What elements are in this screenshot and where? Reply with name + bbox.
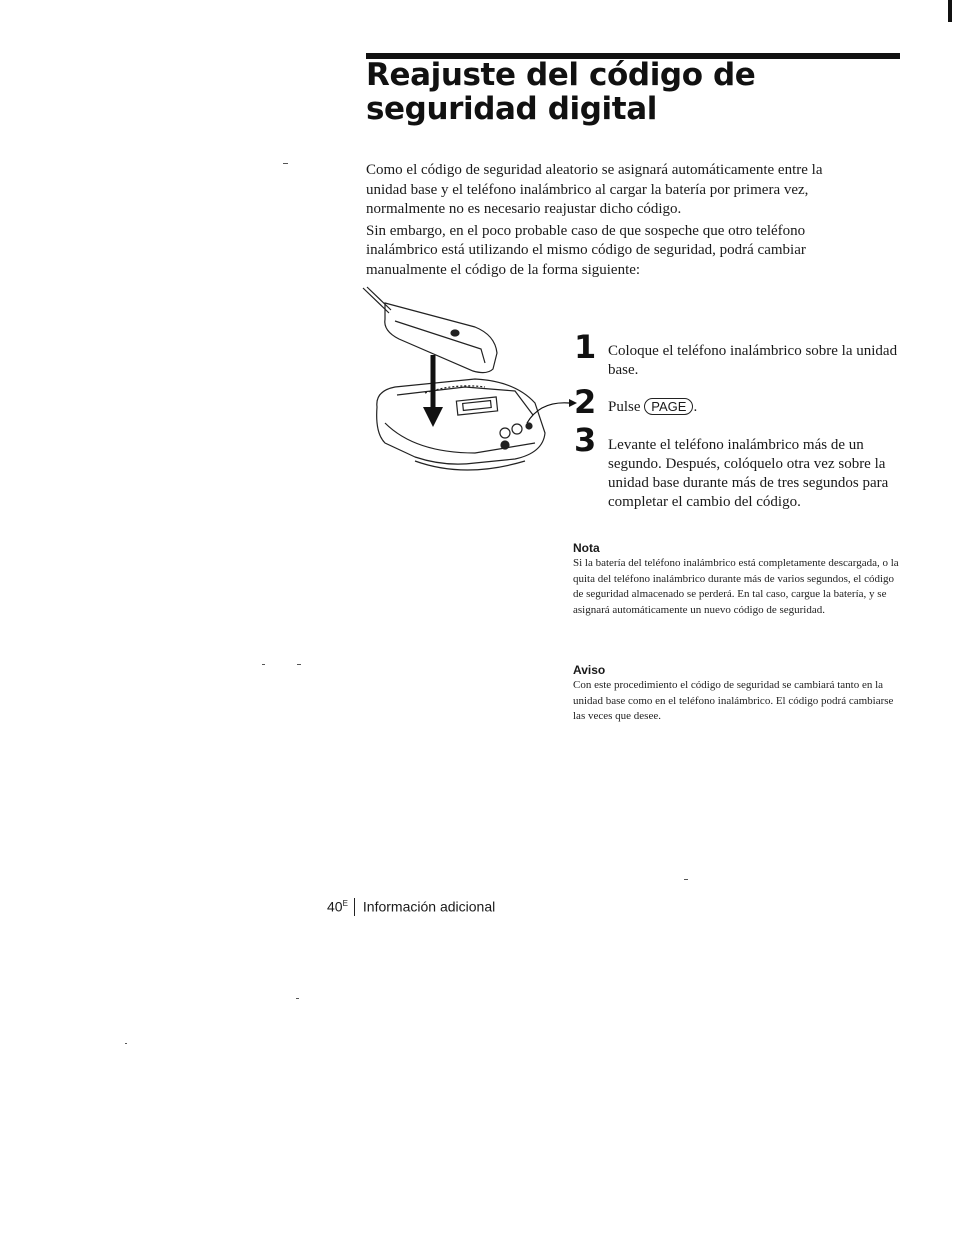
scan-speck <box>125 1043 127 1044</box>
step-text <box>608 398 908 417</box>
scan-speck <box>684 879 688 880</box>
step-number: 3 <box>574 421 597 459</box>
scan-speck <box>283 163 288 164</box>
intro-text <box>366 161 826 282</box>
section-name: Información adicional <box>362 898 496 915</box>
base-unit <box>377 379 545 464</box>
warning-body: Con este procedimiento el código de seguridad se cambiará tanto en la unidad base como en el teléfono inalámbrico. El código podrá cambiarse las veces que desee. <box>573 679 894 722</box>
page-edge-mark <box>948 0 952 22</box>
scan-speck <box>296 998 299 999</box>
step-number: 2 <box>574 383 597 421</box>
intro-paragraph: Como el código de seguridad aleatorio se asignará automáticamente entre la unidad base y el teléfono inalámbrico al cargar la batería por primera vez, normalmente no es necesario reajustar dicho código. <box>366 162 823 217</box>
page-title: Reajuste del código de seguridad digital <box>366 57 756 127</box>
footer-separator <box>354 898 355 916</box>
page-footer <box>327 895 495 916</box>
handset <box>385 303 497 373</box>
page-number: 40 <box>327 898 343 915</box>
pointer-arrow-icon <box>527 403 569 423</box>
step-text: Levante el teléfono inalámbrico más de un segundo. Después, colóquelo otra vez sobre la unidad base durante más de tres segundos para completar el cambio del código. <box>608 437 889 510</box>
intro-paragraph: Sin embargo, en el poco probable caso de que sospeche que otro teléfono inalámbrico está utilizando el mismo código de seguridad, podrá cambiar manualmente el código de la forma siguiente: <box>366 222 806 278</box>
step-number: 1 <box>574 328 597 366</box>
step-suffix: . <box>693 399 698 415</box>
scan-speck <box>262 664 265 665</box>
note-heading: Nota <box>573 541 600 555</box>
step-text: Coloque el teléfono inalámbrico sobre la unidad base. <box>608 343 898 378</box>
scan-speck <box>297 664 301 665</box>
page-key: PAGE <box>644 398 693 415</box>
phone-base-illustration <box>355 283 595 493</box>
step-prefix: Pulse <box>608 399 641 415</box>
page-suffix: E <box>342 899 348 908</box>
warning-heading: Aviso <box>573 663 606 677</box>
note-body: Si la batería del teléfono inalámbrico está completamente descargada, o la quita del teléfono inalámbrico durante más de varios segundos, el código de seguridad almacenado se perderá. En tal caso, cargue la batería, y se asignará automáticamente un nuevo código de seguridad. <box>573 557 899 616</box>
down-arrow-icon <box>423 407 443 427</box>
